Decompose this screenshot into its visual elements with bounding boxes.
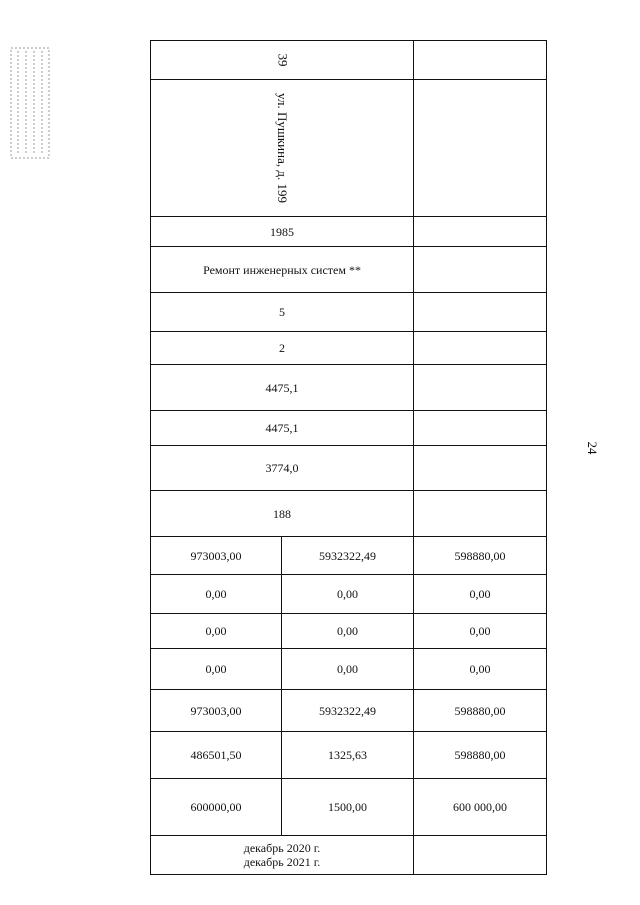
empty-cell (414, 411, 547, 446)
empty-cell (414, 446, 547, 491)
empty-cell (414, 41, 547, 80)
table-cell: 0,00 (414, 575, 547, 614)
table-row (151, 247, 547, 293)
address: ул. Пушкина, д. 199 (275, 93, 290, 203)
table-cell: 0,00 (282, 614, 414, 649)
residential-area-cell: 3774,0 (151, 446, 414, 491)
table-row (151, 217, 547, 247)
table-row (151, 614, 547, 649)
table-row (151, 537, 547, 575)
table-cell: 0,00 (414, 614, 547, 649)
table-row (151, 365, 547, 411)
house-number: 39 (275, 53, 290, 67)
table-cell: 600 000,00 (414, 779, 547, 836)
table-row (151, 649, 547, 690)
table-cell: 598880,00 (414, 690, 547, 732)
table-cell: 973003,00 (151, 537, 282, 575)
table-row (151, 575, 547, 614)
table-cell: 1325,63 (282, 732, 414, 779)
table-cell: 5932322,49 (282, 537, 414, 575)
empty-cell (414, 332, 547, 365)
table-row (151, 491, 547, 537)
data-table (150, 40, 547, 875)
floors-cell: 5 (151, 293, 414, 332)
work-period-cell (151, 836, 414, 875)
table-row (151, 732, 547, 779)
table-cell: 0,00 (151, 614, 282, 649)
table-cell: 486501,50 (151, 732, 282, 779)
table-cell: 0,00 (282, 575, 414, 614)
table-row (151, 690, 547, 732)
period-start: декабрь 2020 г. (243, 841, 321, 855)
house-number-cell (151, 41, 414, 80)
page-number: 24 (585, 441, 600, 455)
table-cell: 1500,00 (282, 779, 414, 836)
table-cell: 598880,00 (414, 537, 547, 575)
table-row (151, 446, 547, 491)
table-cell: 5932322,49 (282, 690, 414, 732)
table-row (151, 80, 547, 217)
period-end: декабрь 2021 г. (243, 855, 321, 869)
work-type-cell: Ремонт инженерных систем ** (151, 247, 414, 293)
table-row (151, 411, 547, 446)
empty-cell (414, 247, 547, 293)
empty-cell (414, 365, 547, 411)
total-area-cell: 4475,1 (151, 365, 414, 411)
table-cell: 0,00 (151, 649, 282, 690)
table-cell: 0,00 (414, 649, 547, 690)
year-cell: 1985 (151, 217, 414, 247)
table-row (151, 293, 547, 332)
table-cell: 0,00 (282, 649, 414, 690)
premises-area-cell: 4475,1 (151, 411, 414, 446)
table-row (151, 779, 547, 836)
table-row (151, 41, 547, 80)
empty-cell (414, 293, 547, 332)
stamp-mark (10, 47, 50, 159)
empty-cell (414, 217, 547, 247)
residents-cell: 188 (151, 491, 414, 537)
table-cell: 600000,00 (151, 779, 282, 836)
table-cell: 0,00 (151, 575, 282, 614)
empty-cell (414, 491, 547, 537)
empty-cell (414, 836, 547, 875)
table-cell: 973003,00 (151, 690, 282, 732)
table-row (151, 332, 547, 365)
table-cell: 598880,00 (414, 732, 547, 779)
empty-cell (414, 80, 547, 217)
address-cell (151, 80, 414, 217)
entrances-cell: 2 (151, 332, 414, 365)
table-row (151, 836, 547, 875)
